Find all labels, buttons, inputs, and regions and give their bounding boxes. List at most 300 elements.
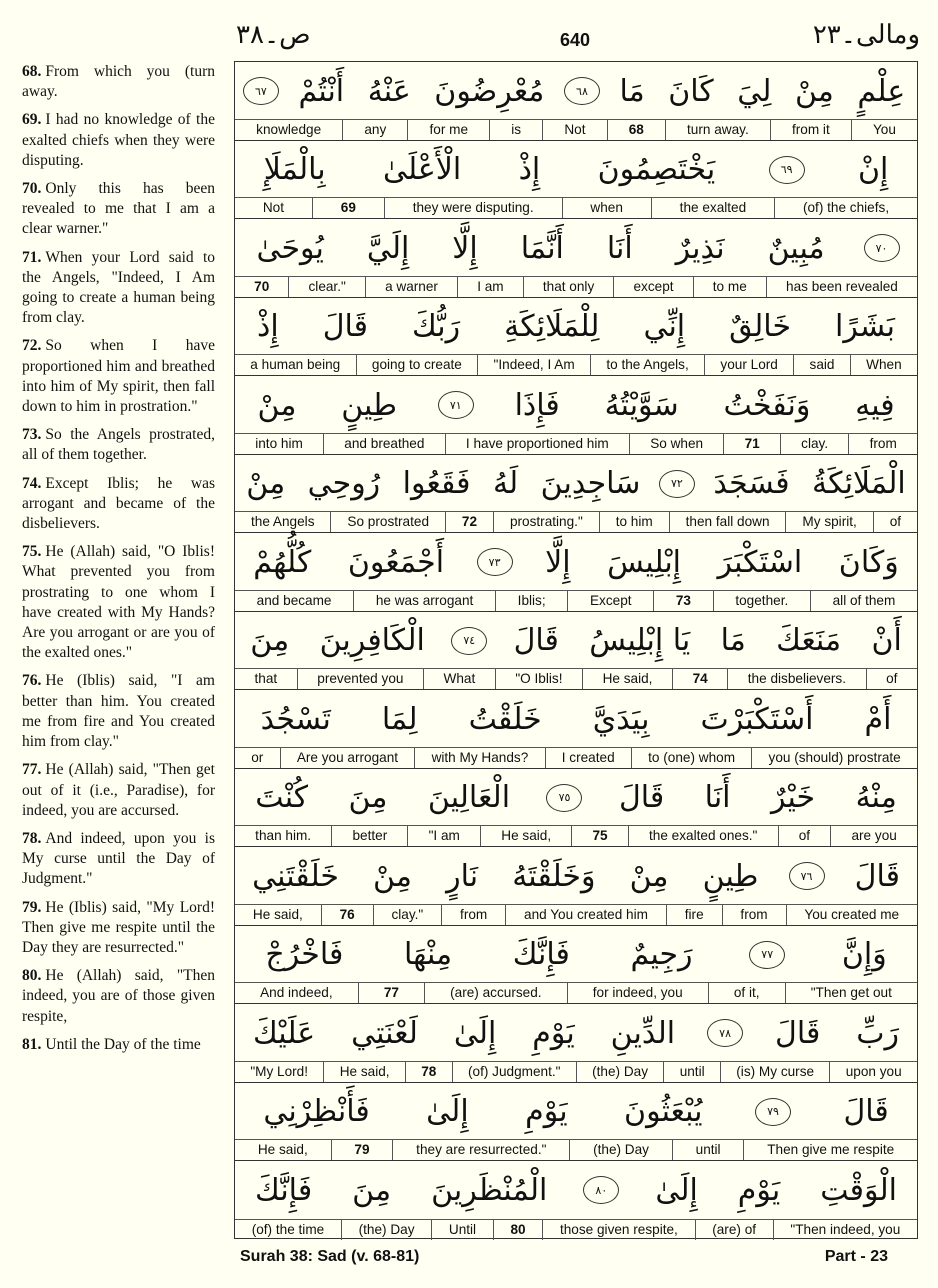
- arabic-word: وَخَلَقْتَهُ: [512, 858, 596, 894]
- arabic-word: خَيْرٌ: [770, 780, 816, 815]
- verse-text: I had no knowledge of the exalted chiefs when they were disputing.: [22, 111, 215, 169]
- arabic-word: مَا: [619, 73, 645, 109]
- table-row: [235, 141, 917, 220]
- page-header: [0, 0, 938, 60]
- table-row: [235, 612, 917, 691]
- verse-translation: [22, 1035, 215, 1055]
- arabic-word: يَوْمِ: [737, 1172, 781, 1208]
- arabic-word: مَا: [720, 623, 746, 658]
- verse-number: 69.: [22, 111, 42, 129]
- gloss-cell: (of) Judgment.": [452, 1062, 576, 1082]
- arabic-line: [235, 1083, 917, 1141]
- gloss-cell: of: [866, 669, 917, 689]
- verse-text: He (Allah) said, "O Iblis! What prevented you from prostrating to one whom I have created with My Hands? Are you arrogant or are you of the exalted ones.": [22, 543, 215, 662]
- arabic-word: طِينٍ: [341, 387, 397, 423]
- gloss-cell: I have proportioned him: [445, 434, 629, 454]
- arabic-word: تَسْجُدَ: [260, 701, 331, 737]
- arabic-line: [235, 1004, 917, 1062]
- verse-translation: [22, 671, 215, 752]
- arabic-word: قَالَ: [775, 1015, 821, 1051]
- arabic-word: إِلَيَّ: [366, 230, 410, 266]
- arabic-word: بَشَرًا: [835, 309, 895, 344]
- arabic-word: لَعْنَتِي: [351, 1015, 418, 1051]
- verse-translation: [22, 336, 215, 417]
- gloss-cell: clay.: [780, 434, 848, 454]
- gloss-cell: I am: [457, 277, 523, 297]
- arabic-word: أَجْمَعُونَ: [347, 544, 445, 580]
- gloss-cell: the exalted: [651, 198, 774, 218]
- arabic-word: أَنَا: [606, 230, 633, 266]
- arabic-word: لِيَ: [737, 73, 772, 109]
- gloss-verse-number: 74: [672, 669, 727, 689]
- gloss-cell: He said,: [582, 669, 672, 689]
- table-row: [235, 1161, 917, 1240]
- arabic-word: وَنَفَخْتُ: [723, 387, 811, 423]
- ayah-marker: ٧٣: [477, 548, 513, 576]
- gloss-cell: they are resurrected.": [392, 1140, 569, 1160]
- gloss-cell: He said,: [323, 1062, 405, 1082]
- gloss-cell: better: [331, 826, 407, 846]
- arabic-word: مُعْرِضُونَ: [434, 73, 545, 109]
- arabic-word: مِنْ: [257, 387, 297, 423]
- arabic-word: أَمْ: [864, 701, 892, 737]
- verse-translation: [22, 179, 215, 240]
- gloss-cell: Are you arrogant: [280, 748, 415, 768]
- verse-translation: [22, 62, 215, 102]
- translation-column: [22, 62, 215, 1063]
- arabic-word: الدِّينِ: [610, 1015, 676, 1051]
- gloss-cell: to the Angels,: [590, 355, 704, 375]
- gloss-cell: said: [793, 355, 850, 375]
- gloss-cell: those given respite,: [542, 1220, 694, 1240]
- gloss-cell: (the) Day: [341, 1220, 431, 1240]
- arabic-word: خَلَقْتُ: [468, 701, 542, 737]
- gloss-verse-number: 75: [571, 826, 628, 846]
- arabic-word: يُوحَىٰ: [256, 230, 324, 266]
- gloss-cell: You: [851, 120, 917, 140]
- verse-text: Except Iblis; he was arrogant and became of the disbelievers.: [22, 474, 215, 533]
- gloss-cell: and became: [256, 592, 332, 608]
- gloss-cell: or: [251, 749, 264, 765]
- arabic-word: أَنْتُمْ: [298, 73, 345, 109]
- english-gloss-line: [235, 119, 917, 140]
- arabic-line: [235, 612, 917, 670]
- arabic-line: [235, 847, 917, 905]
- arabic-word: إِذْ: [518, 152, 541, 187]
- page-number: 640: [560, 30, 591, 50]
- gloss-cell: (the) Day: [569, 1140, 672, 1160]
- ayah-marker: ٧٥: [546, 784, 582, 812]
- table-row: [235, 62, 917, 141]
- gloss-cell: (are) of: [695, 1220, 773, 1240]
- verse-text: He (Allah) said, "Then indeed, you are of those given respite,: [22, 967, 215, 1025]
- arabic-line: [235, 533, 917, 591]
- gloss-cell: turn away.: [665, 120, 770, 140]
- gloss-cell: from: [848, 434, 917, 454]
- english-gloss-line: [235, 1139, 917, 1160]
- gloss-cell: is: [489, 120, 542, 140]
- arabic-word: مِنْهُ: [855, 780, 897, 815]
- gloss-cell: Iblis;: [495, 591, 567, 611]
- gloss-verse-number: 78: [405, 1062, 452, 1082]
- arabic-word: يَخْتَصِمُونَ: [597, 152, 716, 187]
- gloss-cell: to me: [693, 277, 766, 297]
- gloss-cell: then fall down: [669, 512, 786, 532]
- arabic-word: إِنْ: [857, 152, 889, 187]
- gloss-cell: has been revealed: [766, 277, 917, 297]
- arabic-word: رُوحِي: [307, 466, 381, 501]
- gloss-cell: You created me: [786, 905, 918, 925]
- word-by-word-table: [234, 61, 918, 1239]
- gloss-cell: So when: [629, 434, 723, 454]
- gloss-verse-number: 69: [312, 198, 384, 218]
- arabic-word: إِلَّا: [545, 544, 571, 580]
- arabic-word: طِينٍ: [702, 858, 759, 894]
- verse-number: 81.: [22, 1035, 42, 1053]
- verse-text: He (Iblis) said, "I am better than him. You created me from fire and You created him from clay.": [22, 672, 215, 751]
- gloss-cell: Until: [431, 1220, 493, 1240]
- gloss-cell: So prostrated: [330, 512, 445, 532]
- gloss-cell: He said,: [252, 906, 303, 922]
- verse-text: From which you (turn away.: [22, 63, 215, 101]
- arabic-word: أَنَّمَا: [520, 230, 564, 266]
- arabic-word: فَاخْرُجْ: [265, 937, 344, 972]
- arabic-word: قَالَ: [513, 623, 559, 658]
- arabic-word: لَهُ: [492, 466, 519, 501]
- ayah-marker: ٨٠: [583, 1176, 619, 1204]
- arabic-word: بِيَدَيَّ: [592, 701, 650, 737]
- arabic-word: الْوَقْتِ: [820, 1172, 897, 1208]
- arabic-word: مُبِينٌ: [767, 230, 825, 266]
- arabic-word: مَنَعَكَ: [776, 623, 842, 658]
- table-row: [235, 1083, 917, 1162]
- arabic-word: مِنَ: [352, 1172, 392, 1208]
- arabic-line: [235, 298, 917, 356]
- arabic-word: فَقَعُوا: [402, 466, 471, 501]
- english-gloss-line: [235, 904, 917, 925]
- gloss-cell: until: [672, 1140, 744, 1160]
- gloss-cell: (of) the time: [251, 1221, 325, 1237]
- arabic-word: رَجِيمٌ: [630, 937, 693, 972]
- gloss-cell: "Indeed, I Am: [477, 355, 590, 375]
- verse-text: Until the Day of the time: [45, 1035, 201, 1053]
- gloss-cell: Except: [567, 591, 653, 611]
- gloss-cell: prevented you: [297, 669, 423, 689]
- arabic-line: [235, 219, 917, 277]
- gloss-cell: (of) the chiefs,: [774, 198, 917, 218]
- gloss-cell: except: [613, 277, 692, 297]
- arabic-word: إِذْ: [257, 309, 279, 344]
- gloss-cell: and You created him: [505, 905, 666, 925]
- gloss-cell: What: [423, 669, 495, 689]
- gloss-cell: from it: [770, 120, 851, 140]
- gloss-cell: from: [441, 905, 505, 925]
- gloss-cell: with My Hands?: [414, 748, 544, 768]
- arabic-word: عِلْمٍ: [857, 73, 906, 109]
- arabic-word: الْعَالِينَ: [427, 780, 511, 815]
- english-gloss-line: [235, 511, 917, 532]
- gloss-cell: from: [722, 905, 786, 925]
- verse-text: So when I have proportioned him and breathed into him of My spirit, then fall down to him in prostration.": [22, 337, 215, 416]
- gloss-verse-number: 68: [607, 120, 665, 140]
- arabic-word: نَارٍ: [446, 858, 479, 894]
- arabic-word: يَوْمِ: [525, 1094, 568, 1129]
- arabic-word: إِبْلِيسَ: [607, 544, 682, 580]
- arabic-line: [235, 141, 917, 199]
- gloss-cell: that: [254, 671, 278, 686]
- table-row: [235, 1004, 917, 1083]
- verse-translation: [22, 898, 215, 959]
- gloss-cell: you (should) prostrate: [751, 748, 917, 768]
- table-row: [235, 455, 917, 534]
- gloss-verse-number: 79: [331, 1140, 393, 1160]
- arabic-word: عَلَيْكَ: [252, 1015, 316, 1051]
- gloss-cell: and breathed: [323, 434, 445, 454]
- english-gloss-line: [235, 982, 917, 1003]
- arabic-word: بِالْمَلَإِ: [263, 152, 326, 187]
- gloss-cell: "My Lord!: [250, 1063, 309, 1079]
- gloss-cell: all of them: [810, 591, 917, 611]
- verse-translation: [22, 542, 215, 663]
- arabic-line: [235, 62, 917, 120]
- english-gloss-line: [235, 1219, 917, 1240]
- gloss-cell: than him.: [255, 828, 312, 843]
- arabic-word: كُلُّهُمْ: [253, 544, 312, 580]
- english-gloss-line: [235, 668, 917, 689]
- ayah-marker: ٧٠: [864, 234, 900, 262]
- verse-text: Only this has been revealed to me that I am a clear warner.": [22, 180, 215, 238]
- english-gloss-line: [235, 1061, 917, 1082]
- gloss-cell: fire: [666, 905, 722, 925]
- arabic-word: مِنْ: [794, 73, 834, 109]
- verse-number: 78.: [22, 829, 42, 847]
- arabic-word: مِنْ: [246, 466, 286, 501]
- gloss-cell: the Angels: [251, 514, 315, 529]
- gloss-cell: clay.": [373, 905, 442, 925]
- ayah-marker: ٦٩: [769, 156, 805, 184]
- gloss-cell: (is) My curse: [720, 1062, 829, 1082]
- arabic-word: إِلَّا: [452, 230, 478, 266]
- gloss-verse-number: 77: [358, 983, 424, 1003]
- arabic-word: قَالَ: [854, 858, 900, 894]
- table-row: [235, 926, 917, 1005]
- gloss-cell: that only: [523, 277, 614, 297]
- arabic-word: قَالَ: [843, 1094, 889, 1129]
- gloss-cell: for me: [407, 120, 489, 140]
- gloss-cell: of: [873, 512, 917, 532]
- arabic-word: يَا إِبْلِيسُ: [589, 623, 691, 658]
- gloss-cell: when: [562, 198, 651, 218]
- arabic-word: قَالَ: [322, 309, 368, 344]
- arabic-word: سَوَّيْتُهُ: [604, 387, 679, 423]
- juz-marker: ومالی۔۲۳: [812, 20, 920, 50]
- arabic-word: إِنِّي: [643, 309, 686, 344]
- gloss-cell: they were disputing.: [384, 198, 562, 218]
- arabic-word: كَانَ: [668, 73, 714, 109]
- arabic-word: مِنَ: [250, 623, 290, 658]
- arabic-word: الْكَافِرِينَ: [319, 623, 425, 658]
- gloss-cell: going to create: [356, 355, 478, 375]
- verse-text: He (Iblis) said, "My Lord! Then give me respite until the Day they are resurrected.": [22, 898, 215, 956]
- verse-text: So the Angels prostrated, all of them together.: [22, 426, 215, 464]
- ayah-marker: ٧٨: [707, 1019, 743, 1047]
- gloss-cell: of it,: [708, 983, 785, 1003]
- gloss-cell: I created: [545, 748, 631, 768]
- arabic-word: خَالِقٌ: [729, 309, 791, 344]
- verse-number: 80.: [22, 967, 42, 985]
- gloss-cell: to him: [599, 512, 669, 532]
- arabic-word: يَوْمِ: [532, 1015, 575, 1051]
- verse-text: When your Lord said to the Angels, "Indeed, I Am going to create a human being from clay.: [22, 248, 215, 327]
- gloss-cell: My spirit,: [785, 512, 872, 532]
- table-row: [235, 533, 917, 612]
- arabic-word: فِيهِ: [855, 387, 895, 423]
- table-row: [235, 769, 917, 848]
- verse-translation: [22, 474, 215, 535]
- gloss-cell: Not: [542, 120, 606, 140]
- gloss-cell: a warner: [365, 277, 457, 297]
- gloss-verse-number: 71: [723, 434, 780, 454]
- english-gloss-line: [235, 433, 917, 454]
- english-gloss-line: [235, 197, 917, 218]
- gloss-cell: "I am: [407, 826, 480, 846]
- arabic-word: خَلَقْتَنِي: [252, 858, 339, 894]
- verse-number: 68.: [22, 63, 42, 80]
- arabic-word: فَسَجَدَ: [713, 466, 790, 501]
- ayah-marker: ٧٧: [749, 941, 785, 969]
- arabic-word: وَكَانَ: [838, 544, 899, 580]
- gloss-cell: into him: [255, 435, 303, 451]
- arabic-word: مِنْ: [629, 858, 669, 894]
- arabic-word: الْمُنْظَرِينَ: [431, 1172, 548, 1208]
- gloss-cell: "O Iblis!: [495, 669, 582, 689]
- verse-number: 74.: [22, 474, 42, 492]
- arabic-word: وَإِنَّ: [841, 937, 887, 972]
- gloss-cell: until: [663, 1062, 720, 1082]
- part-footer: Part - 23: [824, 1248, 888, 1265]
- arabic-word: عَنْهُ: [367, 73, 411, 109]
- gloss-cell: together.: [713, 591, 810, 611]
- arabic-line: [235, 1161, 917, 1219]
- surah-marker: ص۔۳۸: [236, 20, 311, 50]
- english-gloss-line: [235, 354, 917, 375]
- verse-translation: [22, 110, 215, 171]
- gloss-cell: "Then indeed, you: [773, 1220, 917, 1240]
- verse-number: 77.: [22, 761, 42, 779]
- arabic-line: [235, 769, 917, 827]
- english-gloss-line: [235, 825, 917, 846]
- english-gloss-line: [235, 590, 917, 611]
- ayah-marker: ٦٨: [564, 77, 600, 105]
- arabic-word: الْأَعْلَىٰ: [382, 152, 462, 187]
- gloss-cell: prostrating.": [493, 512, 599, 532]
- arabic-line: [235, 455, 917, 513]
- verse-number: 76.: [22, 672, 42, 690]
- gloss-cell: Not: [262, 200, 285, 215]
- arabic-word: اسْتَكْبَرَ: [717, 544, 803, 580]
- gloss-cell: Then give me respite: [743, 1140, 917, 1160]
- gloss-cell: any: [342, 120, 407, 140]
- arabic-word: مِنَ: [348, 780, 388, 815]
- arabic-word: فَأَنْظِرْنِي: [263, 1094, 370, 1129]
- gloss-cell: (are) accursed.: [424, 983, 567, 1003]
- gloss-cell: knowledge: [256, 121, 322, 137]
- gloss-cell: And indeed,: [260, 985, 333, 1000]
- gloss-cell: He said,: [257, 1142, 308, 1157]
- verse-translation: [22, 966, 215, 1027]
- arabic-word: فَإِذَا: [514, 387, 560, 423]
- arabic-line: [235, 376, 917, 434]
- gloss-cell: "Then get out: [785, 983, 917, 1003]
- gloss-cell: clear.": [288, 277, 365, 297]
- arabic-word: فَإِنَّكَ: [512, 937, 570, 972]
- arabic-word: إِلَىٰ: [655, 1172, 698, 1208]
- verse-number: 70.: [22, 180, 42, 198]
- surah-footer: Surah 38: Sad (v. 68-81): [240, 1248, 420, 1265]
- gloss-verse-number: 76: [321, 905, 373, 925]
- arabic-word: فَإِنَّكَ: [255, 1172, 313, 1208]
- arabic-line: [235, 690, 917, 748]
- arabic-word: أَنْ: [871, 623, 902, 658]
- gloss-cell: for indeed, you: [567, 983, 708, 1003]
- verse-number: 73.: [22, 426, 42, 444]
- gloss-cell: are you: [830, 826, 917, 846]
- arabic-line: [235, 926, 917, 984]
- verse-text: And indeed, upon you is My curse until the Day of Judgment.": [22, 829, 215, 888]
- verse-translation: [22, 760, 215, 821]
- gloss-cell: When: [850, 355, 917, 375]
- gloss-verse-number: 72: [445, 512, 493, 532]
- arabic-word: نَذِيرٌ: [675, 230, 725, 266]
- verse-text: He (Allah) said, "Then get out of it (i.e., Paradise), for indeed, you are accursed.: [22, 761, 215, 819]
- verse-number: 79.: [22, 898, 42, 916]
- arabic-word: مِنْهَا: [403, 937, 453, 972]
- ayah-marker: ٦٧: [243, 77, 279, 105]
- table-row: [235, 376, 917, 455]
- gloss-cell: (the) Day: [576, 1062, 664, 1082]
- arabic-word: لِلْمَلَائِكَةِ: [504, 309, 600, 344]
- gloss-verse-number: 80: [493, 1220, 543, 1240]
- gloss-cell: he was arrogant: [353, 591, 495, 611]
- table-row: [235, 298, 917, 377]
- arabic-word: إِلَىٰ: [453, 1015, 497, 1051]
- ayah-marker: ٧٤: [451, 627, 487, 655]
- verse-translation: [22, 829, 215, 890]
- arabic-word: يُبْعَثُونَ: [624, 1094, 703, 1129]
- arabic-word: لِمَا: [381, 701, 418, 737]
- arabic-word: أَسْتَكْبَرْتَ: [700, 701, 814, 737]
- verse-translation: [22, 425, 215, 465]
- gloss-cell: your Lord: [704, 355, 793, 375]
- gloss-cell: to (one) whom: [631, 748, 751, 768]
- verse-translation: [22, 248, 215, 329]
- arabic-word: رَبِّ: [856, 1015, 900, 1051]
- english-gloss-line: [235, 276, 917, 297]
- table-row: [235, 847, 917, 926]
- arabic-word: كُنْتَ: [255, 780, 309, 815]
- arabic-word: الْمَلَائِكَةُ: [812, 466, 906, 501]
- ayah-marker: ٧١: [438, 391, 474, 419]
- arabic-word: مِنْ: [373, 858, 412, 894]
- ayah-marker: ٧٢: [659, 470, 695, 498]
- gloss-cell: He said,: [480, 826, 571, 846]
- gloss-cell: a human being: [250, 357, 341, 372]
- table-row: [235, 690, 917, 769]
- arabic-word: أَنَا: [704, 780, 731, 815]
- gloss-cell: of: [778, 826, 831, 846]
- arabic-word: قَالَ: [618, 780, 665, 815]
- verse-number: 72.: [22, 337, 42, 355]
